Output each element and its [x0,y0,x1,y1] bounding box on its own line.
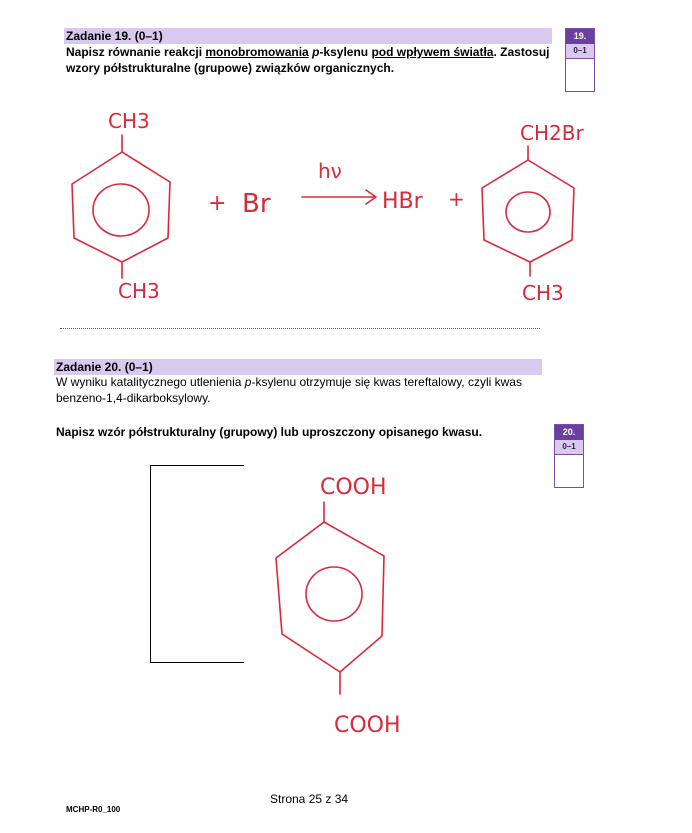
product-ring-circle [506,192,550,232]
task20-text-line1 [56,374,556,390]
acid-ring-circle [306,567,362,621]
task20-answer-frame[interactable] [150,465,244,663]
task19-text-monobromowania: monobromowania [205,45,309,59]
task19-text-zastosuj: . Zastosuj [493,45,550,59]
task20-text-b: -ksylenu otrzymuje się kwas tereftalowy, czyli kwas [251,375,522,389]
task20-text-p: p [244,375,252,389]
acid-ring-hexagon [276,522,384,672]
product-ring-hexagon [482,160,574,262]
task20-answer-drawing [240,460,440,750]
task19-text-pod-wplywem: pod wpływem światła [371,45,494,59]
task19-text-ksylenu: -ksylenu [319,45,372,59]
task20-text-a: W wyniku katalitycznego utlenienia [56,375,245,389]
acid-bottom-group: COOH [334,713,401,738]
reaction-arrow [302,190,376,204]
task19-text-a: Napisz równanie reakcji [66,45,206,59]
task19-answer-drawing [0,100,692,325]
plus-sign-2: + [448,187,465,211]
task19-separator [60,328,540,329]
reactant-ring-hexagon [72,152,170,262]
task20-text-line2: benzeno-1,4-dikarboksylowy. [56,391,211,405]
task20-score-box[interactable] [554,424,584,488]
exam-code: MCHP-R0_100 [66,805,121,814]
product-bottom-group: CH3 [522,281,564,305]
task19-score-number: 19. [566,29,594,44]
reactant-top-group: CH3 [108,109,150,133]
reactant-ring-circle [93,184,149,236]
reagent-br: Br [242,189,271,219]
task19-instruction-line2: wzory półstrukturalne (grupowe) związków organicznych. [66,61,395,75]
product-top-group: CH2Br [520,121,584,145]
task19-score-box[interactable] [565,28,595,92]
task20-header: Zadanie 20. (0–1) [54,359,542,375]
page-number: Strona 25 z 34 [270,792,349,806]
reaction-condition: hν [318,159,342,183]
reactant-bottom-group: CH3 [118,279,160,303]
acid-top-group: COOH [320,475,387,500]
task19-instruction-line1 [66,44,556,60]
task19-text-p: p [312,45,320,59]
task20-instruction: Napisz wzór półstrukturalny (grupowy) lub uproszczony opisanego kwasu. [56,425,483,439]
product-hbr: HBr [382,189,423,214]
task20-score-points: 0–1 [555,440,583,455]
task19-score-points: 0–1 [566,44,594,59]
task20-score-number: 20. [555,425,583,440]
plus-sign-1: + [208,191,227,216]
task19-header: Zadanie 19. (0–1) [64,28,552,44]
